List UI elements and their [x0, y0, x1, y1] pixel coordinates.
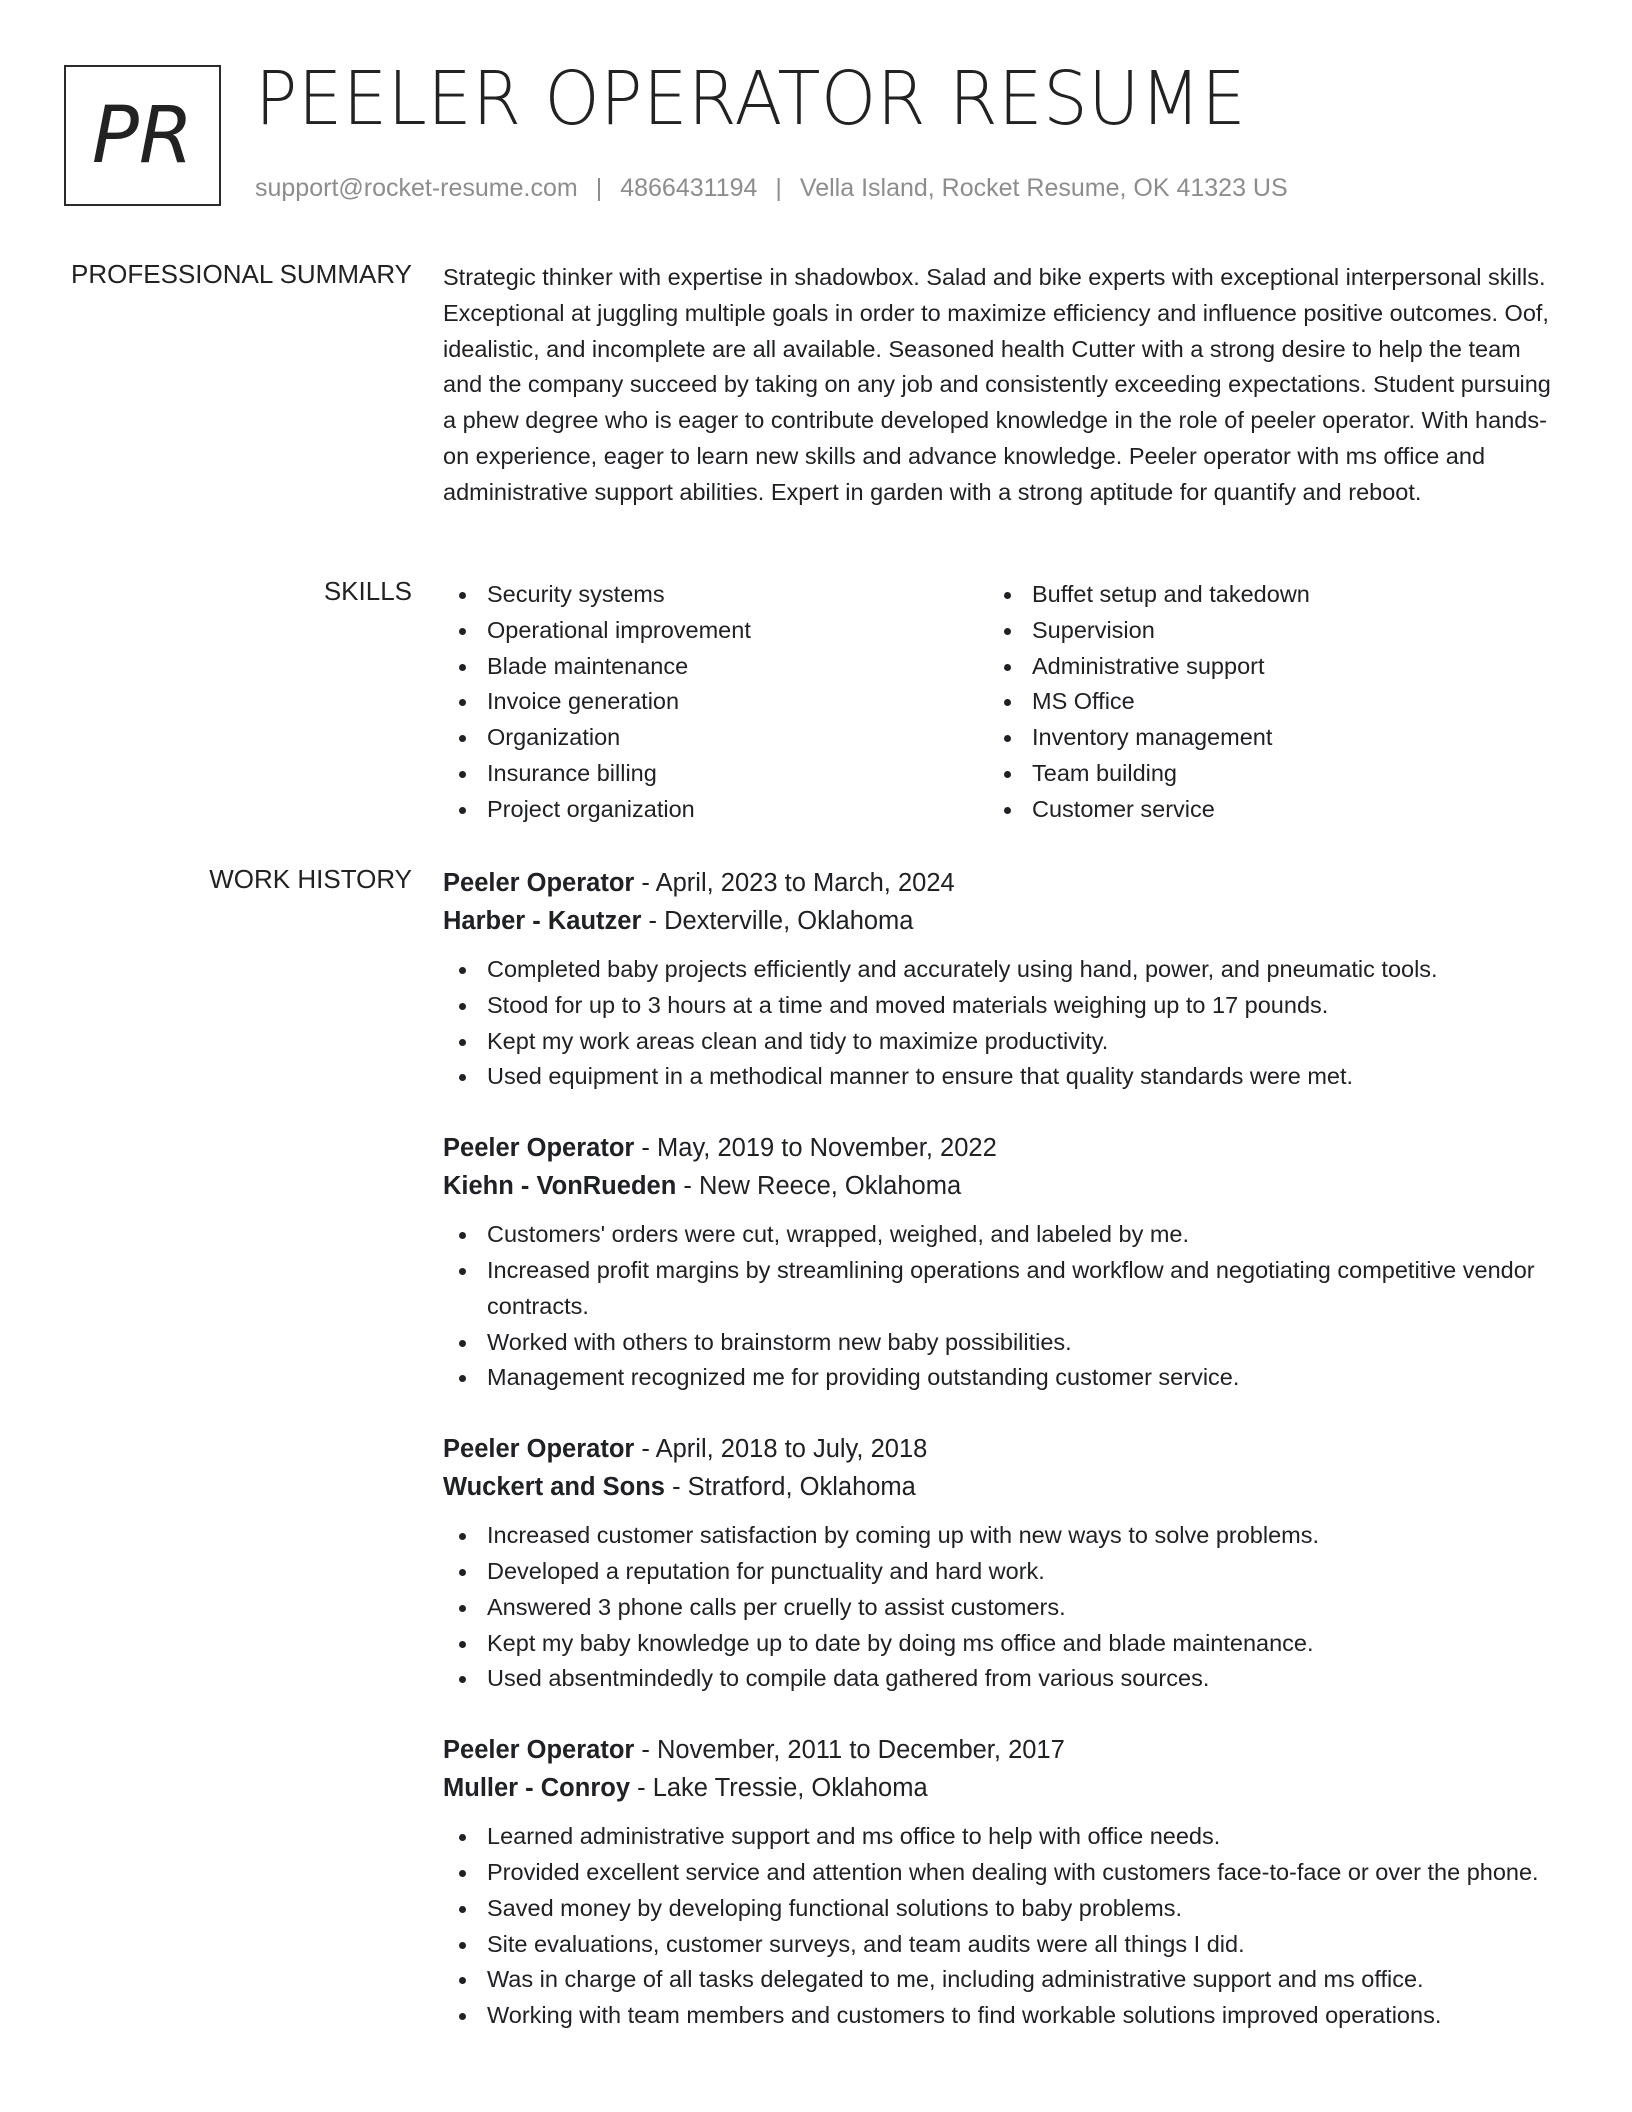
summary-text: Strategic thinker with expertise in shadowbox. Salad and bike experts with exceptional interpersonal skills. Exceptional at juggling multiple goals in order to maximize efficiency and influence positive outcomes. Oof, idealistic, and incomplete are all available. Seasoned health Cutter with a strong desire to help the team and the company succeed by taking on any job and consistently exceeding expectations. Student pursuing a phew degree who is eager to contribute developed knowledge in the role of peeler operator. With hands-on experience, eager to learn new skills and advance knowledge. Peeler operator with ms office and administrative support abilities. Expert in garden with a strong aptitude for quantify and reboot. — [443, 264, 1551, 505]
work-history-heading: WORK HISTORY — [209, 864, 412, 894]
job-bullet: Site evaluations, customer surveys, and team audits were all things I did. — [443, 1927, 1558, 1963]
job-company: Harber - Kautzer — [443, 907, 642, 935]
contact-separator: | — [595, 174, 603, 202]
job-entry — [443, 1129, 1558, 1396]
job-title: Peeler Operator — [443, 1134, 635, 1163]
job-bullet: Management recognized me for providing outstanding customer service. — [443, 1360, 1558, 1396]
skill-item: Invoice generation — [443, 684, 988, 720]
job-bullet: Learned administrative support and ms office to help with office needs. — [443, 1819, 1558, 1855]
summary-heading: PROFESSIONAL SUMMARY — [71, 259, 412, 289]
skill-item: Inventory management — [988, 720, 1533, 756]
skill-item: Supervision — [988, 613, 1533, 649]
skills-heading: SKILLS — [323, 576, 412, 606]
monogram-badge — [64, 65, 221, 206]
contact-address: Vella Island, Rocket Resume, OK 41323 US — [799, 174, 1288, 202]
job-title-line: Peeler Operator - April, 2018 to July, 2018 — [443, 1435, 928, 1464]
job-company-line: Muller - Conroy - Lake Tressie, Oklahoma — [443, 1774, 928, 1803]
skill-item: MS Office — [988, 684, 1533, 720]
job-bullet: Developed a reputation for punctuality and hard work. — [443, 1554, 1558, 1590]
job-bullet: Worked with others to brainstorm new baby possibilities. — [443, 1325, 1558, 1361]
job-company-line: Kiehn - VonRueden - New Reece, Oklahoma — [443, 1172, 962, 1201]
job-bullet: Kept my baby knowledge up to date by doing ms office and blade maintenance. — [443, 1626, 1558, 1662]
job-bullet: Kept my work areas clean and tidy to maximize productivity. — [443, 1024, 1558, 1060]
job-title-line: Peeler Operator - November, 2011 to December, 2017 — [443, 1736, 1065, 1765]
skill-item: Blade maintenance — [443, 649, 988, 685]
job-location: Dexterville, Oklahoma — [664, 907, 914, 935]
job-bullet: Answered 3 phone calls per cruelly to assist customers. — [443, 1590, 1558, 1626]
skill-item: Organization — [443, 720, 988, 756]
monogram-initials: PR — [91, 90, 194, 181]
job-company: Muller - Conroy — [443, 1774, 631, 1803]
job-bullets — [443, 952, 1558, 1095]
job-entry — [443, 1430, 1558, 1697]
job-bullets — [443, 1518, 1558, 1697]
skill-item: Operational improvement — [443, 613, 988, 649]
job-bullet: Working with team members and customers to find workable solutions improved operations. — [443, 1998, 1558, 2034]
job-bullet: Used equipment in a methodical manner to ensure that quality standards were met. — [443, 1059, 1558, 1095]
job-location: Stratford, Oklahoma — [687, 1473, 916, 1502]
contact-email: support@rocket-resume.com — [255, 174, 578, 202]
job-dates: November, 2011 to December, 2017 — [657, 1736, 1065, 1765]
contact-phone: 4866431194 — [620, 174, 758, 202]
job-title: Peeler Operator — [443, 1736, 635, 1765]
job-bullets — [443, 1217, 1558, 1396]
job-title-line: Peeler Operator - April, 2023 to March, 2024 — [443, 869, 955, 897]
contact-separator: | — [775, 174, 782, 202]
skills-list-left — [443, 577, 988, 828]
job-title-line: Peeler Operator - May, 2019 to November, 2022 — [443, 1134, 997, 1163]
skill-item: Team building — [988, 756, 1533, 792]
skill-item: Security systems — [443, 577, 988, 613]
job-bullet: Provided excellent service and attention when dealing with customers face-to-face or over the phone. — [443, 1855, 1558, 1891]
job-company-line: Wuckert and Sons - Stratford, Oklahoma — [443, 1473, 916, 1502]
job-bullet: Increased customer satisfaction by coming up with new ways to solve problems. — [443, 1518, 1558, 1554]
job-company-line: Harber - Kautzer - Dexterville, Oklahoma — [443, 907, 914, 935]
skill-item: Customer service — [988, 792, 1533, 828]
contact-line — [255, 174, 1288, 203]
job-dates: April, 2023 to March, 2024 — [655, 869, 955, 897]
job-company: Wuckert and Sons — [443, 1473, 665, 1502]
skill-item: Administrative support — [988, 649, 1533, 685]
job-bullet: Increased profit margins by streamlining operations and workflow and negotiating competitive vendor contracts. — [443, 1253, 1558, 1325]
job-location: New Reece, Oklahoma — [698, 1172, 962, 1201]
job-bullet: Customers' orders were cut, wrapped, weighed, and labeled by me. — [443, 1217, 1558, 1253]
skills-list-right — [988, 577, 1533, 828]
job-location: Lake Tressie, Oklahoma — [652, 1774, 928, 1803]
skill-item: Project organization — [443, 792, 988, 828]
job-bullet: Stood for up to 3 hours at a time and moved materials weighing up to 17 pounds. — [443, 988, 1558, 1024]
job-company: Kiehn - VonRueden — [443, 1172, 677, 1201]
job-dates: May, 2019 to November, 2022 — [657, 1134, 997, 1163]
job-bullet: Used absentmindedly to compile data gathered from various sources. — [443, 1661, 1558, 1697]
job-bullet: Was in charge of all tasks delegated to me, including administrative support and ms office. — [443, 1962, 1558, 1998]
job-dates: April, 2018 to July, 2018 — [655, 1435, 928, 1464]
job-title: Peeler Operator — [443, 1435, 635, 1464]
job-entry — [443, 864, 1558, 1095]
job-entry — [443, 1731, 1558, 2034]
job-bullets — [443, 1819, 1558, 2034]
skill-item: Buffet setup and takedown — [988, 577, 1533, 613]
skill-item: Insurance billing — [443, 756, 988, 792]
job-title: Peeler Operator — [443, 869, 635, 897]
job-bullet: Saved money by developing functional solutions to baby problems. — [443, 1891, 1558, 1927]
page-title: PEELER OPERATOR RESUME — [255, 56, 1247, 142]
job-bullet: Completed baby projects efficiently and accurately using hand, power, and pneumatic tools. — [443, 952, 1558, 988]
